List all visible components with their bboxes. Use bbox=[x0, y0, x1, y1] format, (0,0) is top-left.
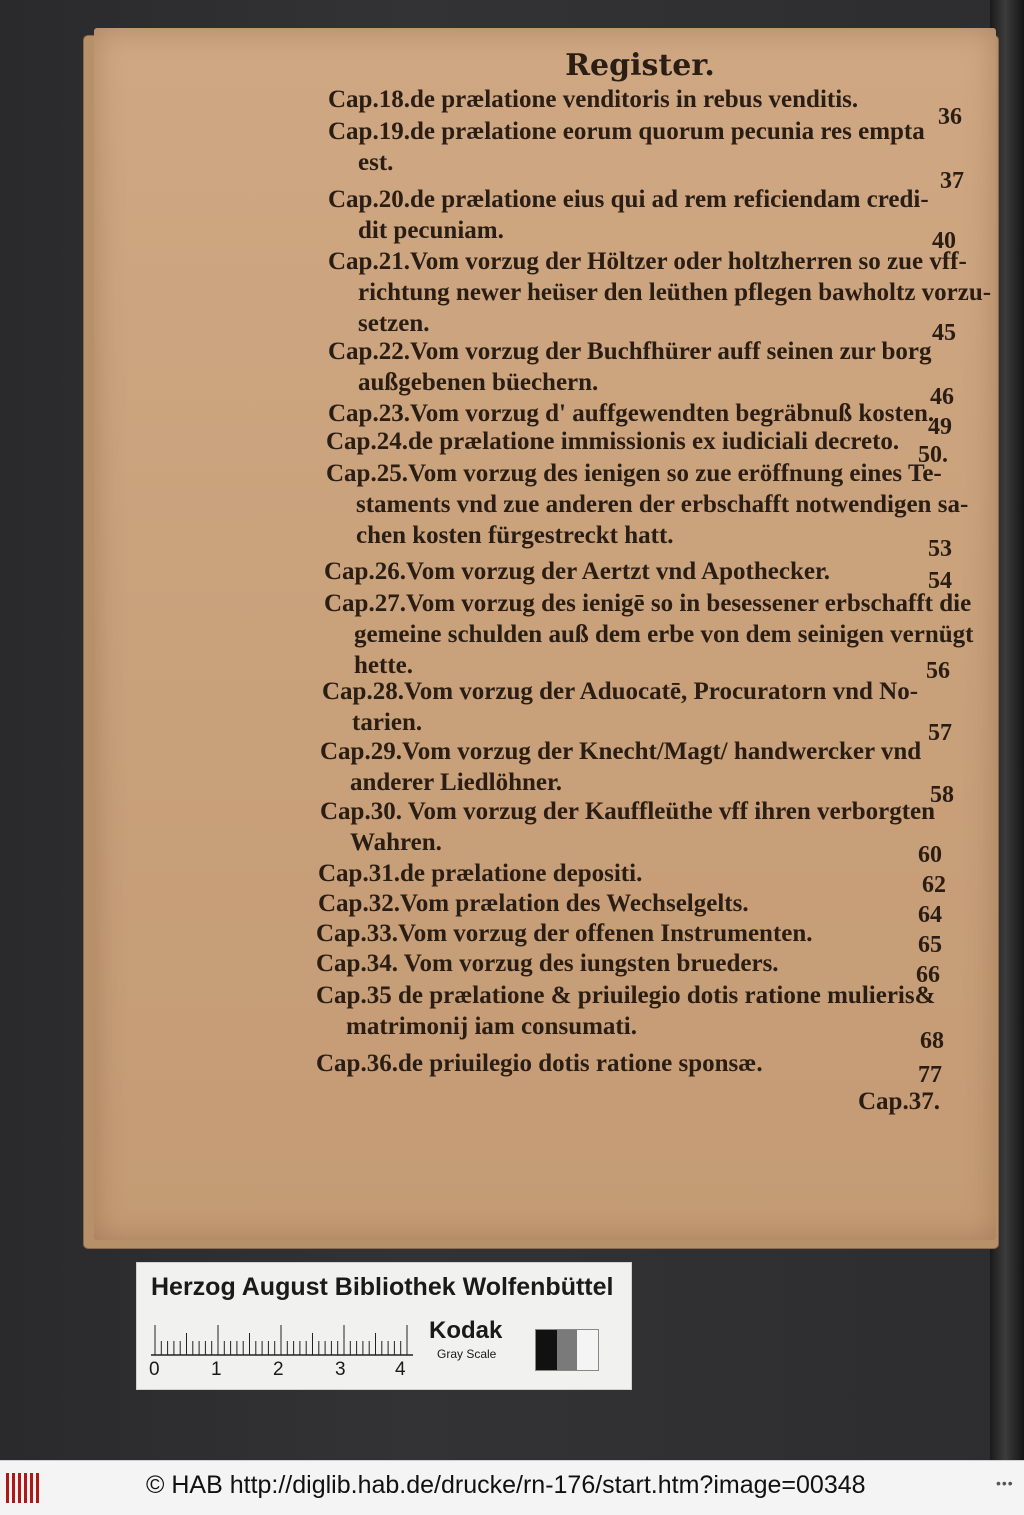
toc-page-21: 45 bbox=[932, 320, 956, 346]
toc-page-32: 64 bbox=[918, 902, 942, 928]
toc-entry-36: Cap.36.de priuilegio dotis ratione sponsæ. bbox=[316, 1050, 763, 1077]
toc-page-35: 68 bbox=[920, 1028, 944, 1054]
toc-page-23: 49 bbox=[928, 414, 952, 440]
toc-entry-21: Cap.21.Vom vorzug der Höltzer oder holtzherren so zue vff- richtung newer heüser den leüthen pflegen bawholtz vorzu- setzen. bbox=[328, 248, 992, 337]
toc-entry-25: Cap.25.Vom vorzug des ienigen so zue eröffnung eines Te- staments vnd zue anderen der erbschafft notwendigen sa- chen kosten fürgestreckt hatt. bbox=[326, 460, 969, 549]
running-head: Register. bbox=[565, 48, 715, 83]
toc-page-36: 77 bbox=[918, 1062, 942, 1088]
toc-entry-30: Cap.30. Vom vorzug der Kauffleüthe vff ihren verborgten Wahren. bbox=[320, 798, 936, 856]
hab-logo-icon bbox=[6, 1473, 40, 1503]
toc-page-22: 46 bbox=[930, 384, 954, 410]
toc-page-30: 60 bbox=[918, 842, 942, 868]
toc-entry-19: Cap.19.de prælatione eorum quorum pecunia res empta est. bbox=[328, 118, 925, 176]
toc-page-34: 66 bbox=[916, 962, 940, 988]
toc-page-25: 53 bbox=[928, 536, 952, 562]
library-name: Herzog August Bibliothek Wolfenbüttel bbox=[151, 1273, 614, 1301]
toc-page-19: 37 bbox=[940, 168, 964, 194]
gray-scale-label: Gray Scale bbox=[437, 1347, 497, 1361]
toc-entry-31: Cap.31.de prælatione depositi. bbox=[318, 860, 643, 887]
toc-entry-24: Cap.24.de prælatione immissionis ex iudiciali decreto. bbox=[326, 428, 900, 455]
toc-entry-23: Cap.23.Vom vorzug d' auffgewendten begräbnuß kosten. bbox=[328, 400, 935, 427]
toc-entry-27: Cap.27.Vom vorzug des ienigē so in besessener erbschafft die gemeine schulden auß dem erbe von dem seinigen vernügt hette. bbox=[324, 590, 974, 679]
ruler-icon bbox=[151, 1317, 413, 1357]
swatch-black bbox=[536, 1330, 557, 1370]
ruler-number-4: 4 bbox=[395, 1359, 406, 1380]
toc-entry-20: Cap.20.de prælatione eius qui ad rem reficiendam credi- dit pecuniam. bbox=[328, 186, 929, 244]
copyright-link[interactable]: © HAB http://diglib.hab.de/drucke/rn-176/start.htm?image=00348 bbox=[146, 1471, 866, 1499]
swatch-gray bbox=[557, 1330, 578, 1370]
toc-entry-33: Cap.33.Vom vorzug der offenen Instrumenten. bbox=[316, 920, 813, 947]
toc-entry-28: Cap.28.Vom vorzug der Aduocatē, Procuratorn vnd No- tarien. bbox=[322, 678, 919, 736]
ruler-number-1: 1 bbox=[211, 1359, 222, 1380]
toc-entry-29: Cap.29.Vom vorzug der Knecht/Magt/ handwercker vnd anderer Liedlöhner. bbox=[320, 738, 922, 796]
toc-entry-35: Cap.35 de prælatione & priuilegio dotis ratione mulieris& matrimonij iam consumati. bbox=[316, 982, 936, 1040]
toc-entry-22: Cap.22.Vom vorzug der Buchfhürer auff seinen zur borg außgebenen büechern. bbox=[328, 338, 932, 396]
toc-page-26: 54 bbox=[928, 568, 952, 594]
toc-page-28: 57 bbox=[928, 720, 952, 746]
color-calibration-card bbox=[136, 1262, 632, 1390]
toc-page-24: 50. bbox=[918, 442, 948, 468]
toc-page-18: 36 bbox=[938, 104, 962, 130]
ruler-number-0: 0 bbox=[149, 1359, 160, 1380]
viewer-footer bbox=[0, 1460, 1024, 1515]
ruler-number-2: 2 bbox=[273, 1359, 284, 1380]
toc-page-31: 62 bbox=[922, 872, 946, 898]
toc-page-20: 40 bbox=[932, 228, 956, 254]
toc-entry-18: Cap.18.de prælatione venditoris in rebus venditis. bbox=[328, 86, 859, 113]
ruler-number-3: 3 bbox=[335, 1359, 346, 1380]
catchword: Cap.37. bbox=[858, 1088, 940, 1115]
toc-entry-32: Cap.32.Vom prælation des Wechselgelts. bbox=[318, 890, 749, 917]
toc-entry-34: Cap.34. Vom vorzug des iungsten brueders. bbox=[316, 950, 779, 977]
toc-page-27: 56 bbox=[926, 658, 950, 684]
toc-entry-26: Cap.26.Vom vorzug der Aertzt vnd Apothecker. bbox=[324, 558, 831, 585]
toc-page-29: 58 bbox=[930, 782, 954, 808]
gray-swatches bbox=[535, 1329, 599, 1371]
more-dots-icon[interactable]: ••• bbox=[996, 1475, 1014, 1491]
swatch-white bbox=[577, 1330, 598, 1370]
toc-page-33: 65 bbox=[918, 932, 942, 958]
kodak-logo: Kodak bbox=[429, 1317, 503, 1344]
